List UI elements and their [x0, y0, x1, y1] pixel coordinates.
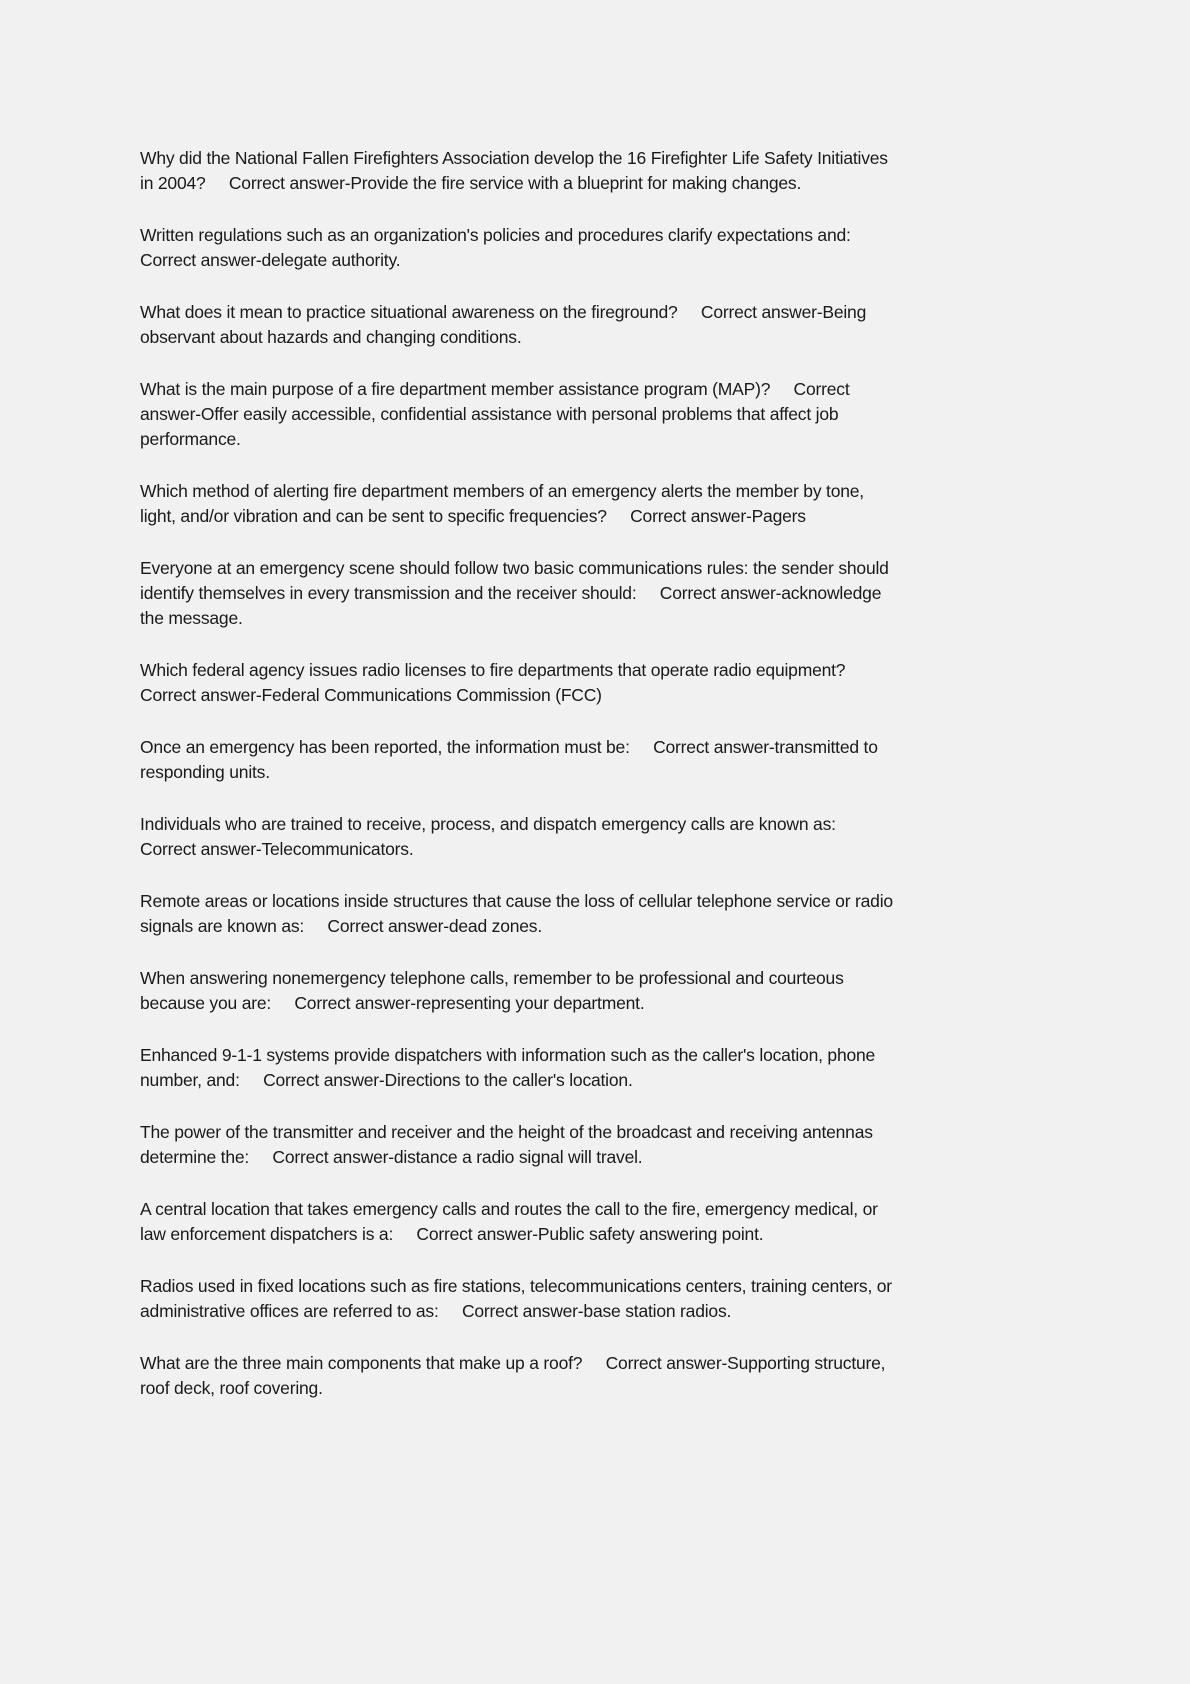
text-line: answer-Offer easily accessible, confidential assistance with personal problems that affect job	[140, 404, 839, 424]
text-line: Remote areas or locations inside structures that cause the loss of cellular telephone service or radio	[140, 891, 893, 911]
text-line: performance.	[140, 429, 241, 449]
text-line: What is the main purpose of a fire department member assistance program (MAP)? Correct	[140, 379, 850, 399]
qa-paragraph	[140, 1120, 1060, 1170]
qa-paragraph	[140, 1274, 1060, 1324]
text-line: Enhanced 9-1-1 systems provide dispatchers with information such as the caller's location, phone	[140, 1045, 876, 1065]
text-line: Individuals who are trained to receive, process, and dispatch emergency calls are known as:	[140, 814, 836, 834]
text-line: in 2004? Correct answer-Provide the fire service with a blueprint for making changes.	[140, 173, 802, 193]
qa-paragraph	[140, 889, 1060, 939]
text-line: the message.	[140, 608, 243, 628]
text-line: identify themselves in every transmission and the receiver should: Correct answer-acknowledge	[140, 583, 882, 603]
qa-paragraph	[140, 812, 1060, 862]
text-line: Once an emergency has been reported, the information must be: Correct answer-transmitted to	[140, 737, 878, 757]
text-line: Correct answer-Federal Communications Commission (FCC)	[140, 685, 602, 705]
text-line: because you are: Correct answer-representing your department.	[140, 993, 645, 1013]
qa-paragraph	[140, 1351, 1060, 1401]
text-line: law enforcement dispatchers is a: Correct answer-Public safety answering point.	[140, 1224, 764, 1244]
text-line: signals are known as: Correct answer-dead zones.	[140, 916, 543, 936]
qa-paragraph	[140, 300, 1060, 350]
qa-paragraph	[140, 1043, 1060, 1093]
qa-paragraph	[140, 1197, 1060, 1247]
qa-paragraph	[140, 377, 1060, 452]
text-line: Correct answer-delegate authority.	[140, 250, 401, 270]
qa-text-block	[140, 146, 1060, 1428]
text-line: Everyone at an emergency scene should follow two basic communications rules: the sender should	[140, 558, 889, 578]
qa-paragraph	[140, 223, 1060, 273]
text-line: What does it mean to practice situational awareness on the fireground? Correct answer-Being	[140, 302, 867, 322]
text-line: administrative offices are referred to as: Correct answer-base station radios.	[140, 1301, 732, 1321]
qa-paragraph	[140, 479, 1060, 529]
text-line: A central location that takes emergency calls and routes the call to the fire, emergency medical, or	[140, 1199, 878, 1219]
text-line: determine the: Correct answer-distance a radio signal will travel.	[140, 1147, 643, 1167]
text-line: responding units.	[140, 762, 270, 782]
text-line: Correct answer-Telecommunicators.	[140, 839, 414, 859]
qa-paragraph	[140, 146, 1060, 196]
qa-paragraph	[140, 658, 1060, 708]
text-line: The power of the transmitter and receiver and the height of the broadcast and receiving antennas	[140, 1122, 873, 1142]
text-line: Which method of alerting fire department members of an emergency alerts the member by tone,	[140, 481, 864, 501]
text-line: When answering nonemergency telephone calls, remember to be professional and courteous	[140, 968, 844, 988]
text-line: What are the three main components that make up a roof? Correct answer-Supporting structure,	[140, 1353, 886, 1373]
qa-paragraph	[140, 966, 1060, 1016]
text-line: number, and: Correct answer-Directions to the caller's location.	[140, 1070, 633, 1090]
text-line: observant about hazards and changing conditions.	[140, 327, 522, 347]
qa-paragraph	[140, 735, 1060, 785]
qa-paragraph	[140, 556, 1060, 631]
text-line: Written regulations such as an organization's policies and procedures clarify expectations and:	[140, 225, 851, 245]
text-line: Radios used in fixed locations such as fire stations, telecommunications centers, training centers, or	[140, 1276, 892, 1296]
text-line: light, and/or vibration and can be sent to specific frequencies? Correct answer-Pagers	[140, 506, 806, 526]
text-line: Why did the National Fallen Firefighters Association develop the 16 Firefighter Life Safety Initiatives	[140, 148, 888, 168]
text-line: roof deck, roof covering.	[140, 1378, 323, 1398]
text-line: Which federal agency issues radio licenses to fire departments that operate radio equipment?	[140, 660, 846, 680]
